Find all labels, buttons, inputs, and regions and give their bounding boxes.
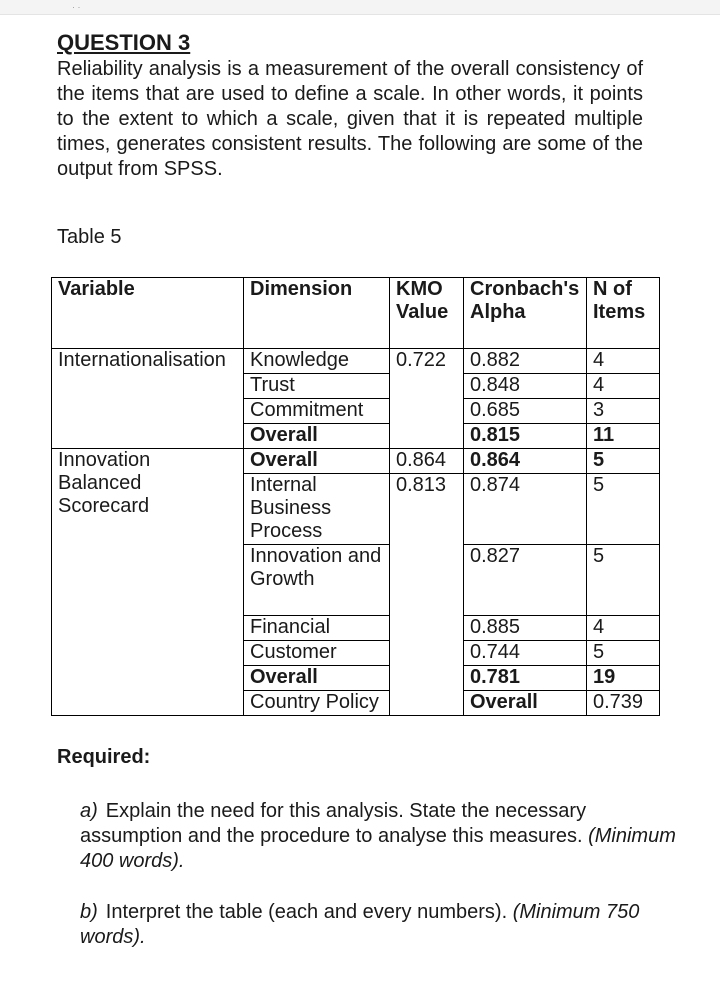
cell-dimension: Trust [244, 374, 390, 399]
question-intro: Reliability analysis is a measurement of the overall consistency of the items that are used to define a scale. In other words, it points to the extent to which a scale, given that it is repeated multiple times, generates consistent results. The following are some of the output from SPSS. [57, 58, 643, 180]
cell-dimension: Knowledge [244, 349, 390, 374]
header-n-items: N of Items [587, 278, 660, 349]
top-bar [0, 0, 720, 15]
cell-alpha: 0.864 [464, 449, 587, 474]
cell-alpha: 0.827 [464, 545, 587, 616]
item-word-note: (Minimum 400 words). [80, 825, 676, 872]
header-dimension: Dimension [244, 278, 390, 349]
cell-alpha: 0.744 [464, 641, 587, 666]
cell-alpha: 0.685 [464, 399, 587, 424]
cell-dimension: Overall [244, 424, 390, 449]
table-row [52, 349, 660, 374]
cell-n-items: 5 [587, 449, 660, 474]
cell-kmo: 0.864 [390, 449, 464, 474]
item-word-note: (Minimum 750 words). [80, 901, 640, 948]
header-kmo: KMO Value [390, 278, 464, 349]
item-text: Explain the need for this analysis. State the necessary assumption and the procedure to analyse this measures. [80, 800, 587, 847]
cell-dimension: Internal Business Process [244, 474, 390, 545]
question-title: QUESTION 3 [57, 30, 191, 55]
item-text: Interpret the table (each and every numbers). [105, 901, 508, 923]
header-mark: · · [72, 2, 81, 12]
cell-dimension: Commitment [244, 399, 390, 424]
cell-dimension: Overall [244, 449, 390, 474]
required-item-b [80, 900, 685, 950]
cell-kmo: 0.739 [587, 691, 660, 716]
cell-n-items: 4 [587, 616, 660, 641]
cell-variable [52, 449, 244, 716]
cell-variable: Country Policy [244, 691, 390, 716]
cell-n-items: 5 [587, 474, 660, 545]
cell-dimension: Overall [244, 666, 390, 691]
cell-alpha: 0.781 [464, 666, 587, 691]
cell-kmo: 0.813 [390, 474, 464, 716]
item-marker: b) [80, 901, 98, 923]
cell-alpha: 0.848 [464, 374, 587, 399]
reliability-table [51, 277, 660, 716]
table-caption: Table 5 [57, 226, 122, 248]
cell-n-items: 5 [587, 545, 660, 616]
cell-dimension: Overall [464, 691, 587, 716]
table-header-row [52, 278, 660, 349]
cell-alpha: 0.815 [464, 424, 587, 449]
cell-dimension: Financial [244, 616, 390, 641]
cell-kmo: 0.722 [390, 349, 464, 449]
cell-dimension: Customer [244, 641, 390, 666]
cell-n-items: 5 [587, 641, 660, 666]
table-row [52, 449, 660, 474]
item-marker: a) [80, 800, 98, 822]
cell-n-items: 19 [587, 666, 660, 691]
header-alpha: Cronbach's Alpha [464, 278, 587, 349]
required-label: Required: [57, 746, 151, 768]
cell-variable: Internationalisation [52, 349, 244, 449]
variable-innovation: Innovation [58, 449, 151, 471]
required-item-a [80, 799, 685, 874]
variable-balanced-scorecard: Balanced Scorecard [58, 472, 150, 517]
cell-n-items: 11 [587, 424, 660, 449]
cell-n-items: 3 [587, 399, 660, 424]
cell-alpha: 0.874 [464, 474, 587, 545]
cell-alpha: 0.885 [464, 616, 587, 641]
cell-n-items: 4 [587, 349, 660, 374]
cell-n-items: 4 [587, 374, 660, 399]
cell-dimension: Innovation and Growth [244, 545, 390, 616]
header-variable: Variable [52, 278, 244, 349]
cell-alpha: 0.882 [464, 349, 587, 374]
